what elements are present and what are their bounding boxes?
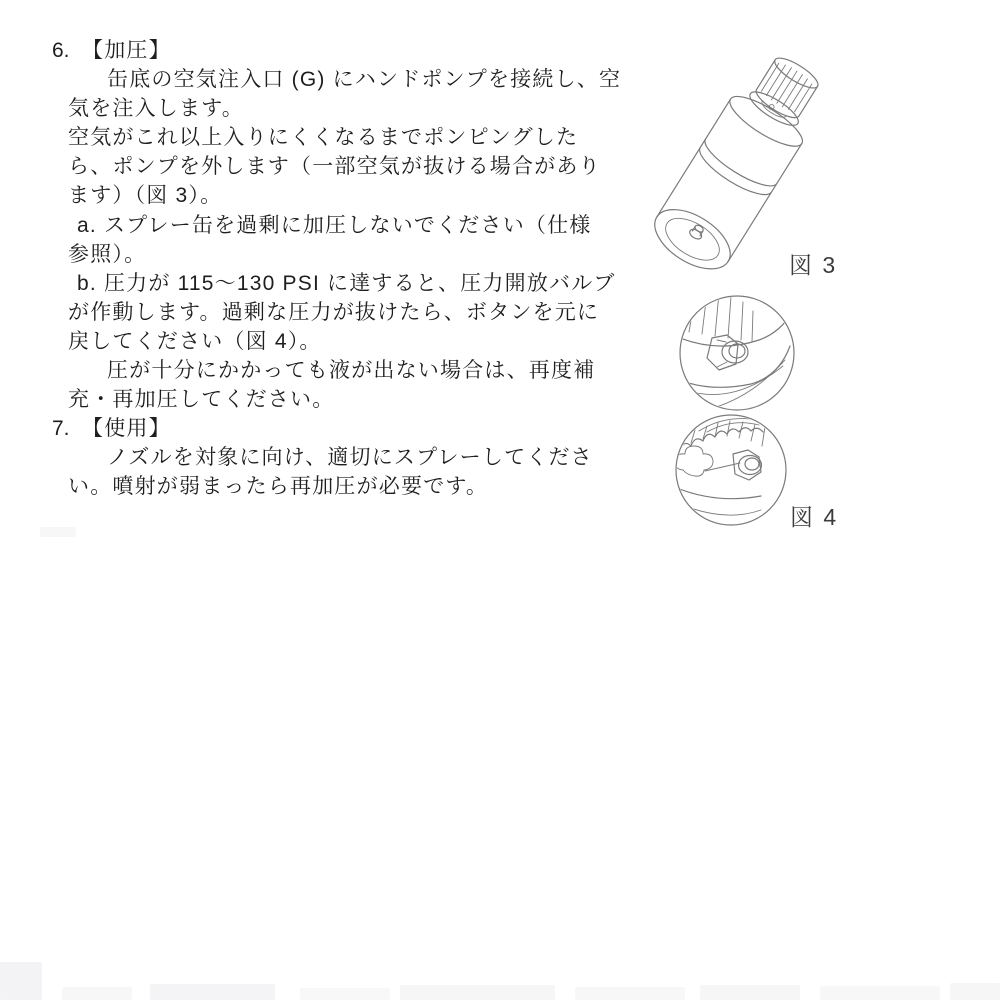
valve-normal-view	[667, 293, 792, 408]
figure-4-label: 図 4	[790, 504, 839, 530]
scan-artifact	[820, 986, 940, 1000]
figure-3-illustration	[640, 40, 840, 275]
can-bottom-air-inlet	[645, 197, 741, 275]
text-line: 缶底の空気注入口 (G) にハンドポンプを接続し、空	[107, 68, 622, 92]
scan-artifact	[62, 987, 132, 1000]
text-line: ます）（図 3）。	[68, 184, 223, 208]
text-line: 気を注入します。	[68, 97, 244, 121]
can-body	[657, 88, 809, 261]
detail-circle-bottom	[676, 415, 786, 525]
text-line: が作動します。過剰な圧力が抜けたら、ボタンを元に	[68, 300, 600, 324]
text-line: 空気がこれ以上入りにくくなるまでポンピングした	[68, 126, 579, 150]
text-line: 圧が十分にかかっても液が出ない場合は、再度補	[107, 359, 596, 383]
instruction-text-block	[52, 36, 652, 502]
scan-artifact	[40, 527, 76, 537]
text-line: 参照）。	[68, 242, 147, 266]
text-line: 充・再加圧してください。	[68, 388, 335, 412]
text-line: 戻してください（図 4）。	[68, 329, 322, 353]
text-line: ノズルを対象に向け、適切にスプレーしてくださ	[107, 446, 593, 470]
spray-can-group	[645, 44, 837, 275]
text-line-item-b: b. 圧力が 115～130 PSI に達すると、圧力開放バルブ	[77, 271, 616, 295]
scan-artifact	[300, 988, 390, 1000]
valve-released-view	[675, 419, 788, 521]
section-7-line	[52, 414, 652, 443]
cap-collar	[746, 86, 803, 131]
text-line: い。噴射が弱まったら再加圧が必要です。	[68, 475, 489, 499]
scan-artifact	[150, 984, 275, 1000]
text-line-item-a: a. スプレー缶を過剰に加圧しないでください（仕様	[77, 213, 592, 237]
section-6-line	[52, 36, 652, 65]
scan-artifact	[400, 985, 555, 1000]
text-line: ら、ポンプを外します（一部空気が抜ける場合があり	[68, 155, 601, 179]
section-number: 7.	[52, 417, 70, 441]
scan-artifact	[700, 985, 800, 1000]
scan-artifact	[0, 962, 42, 1000]
scan-artifact	[950, 983, 1000, 1000]
section-heading: 【加圧】	[82, 39, 171, 62]
scan-artifact	[575, 987, 685, 1000]
figure-3-label: 図 3	[789, 252, 838, 278]
section-number: 6.	[52, 39, 70, 62]
section-heading: 【使用】	[82, 417, 171, 441]
spray-can-drawing	[640, 40, 840, 275]
